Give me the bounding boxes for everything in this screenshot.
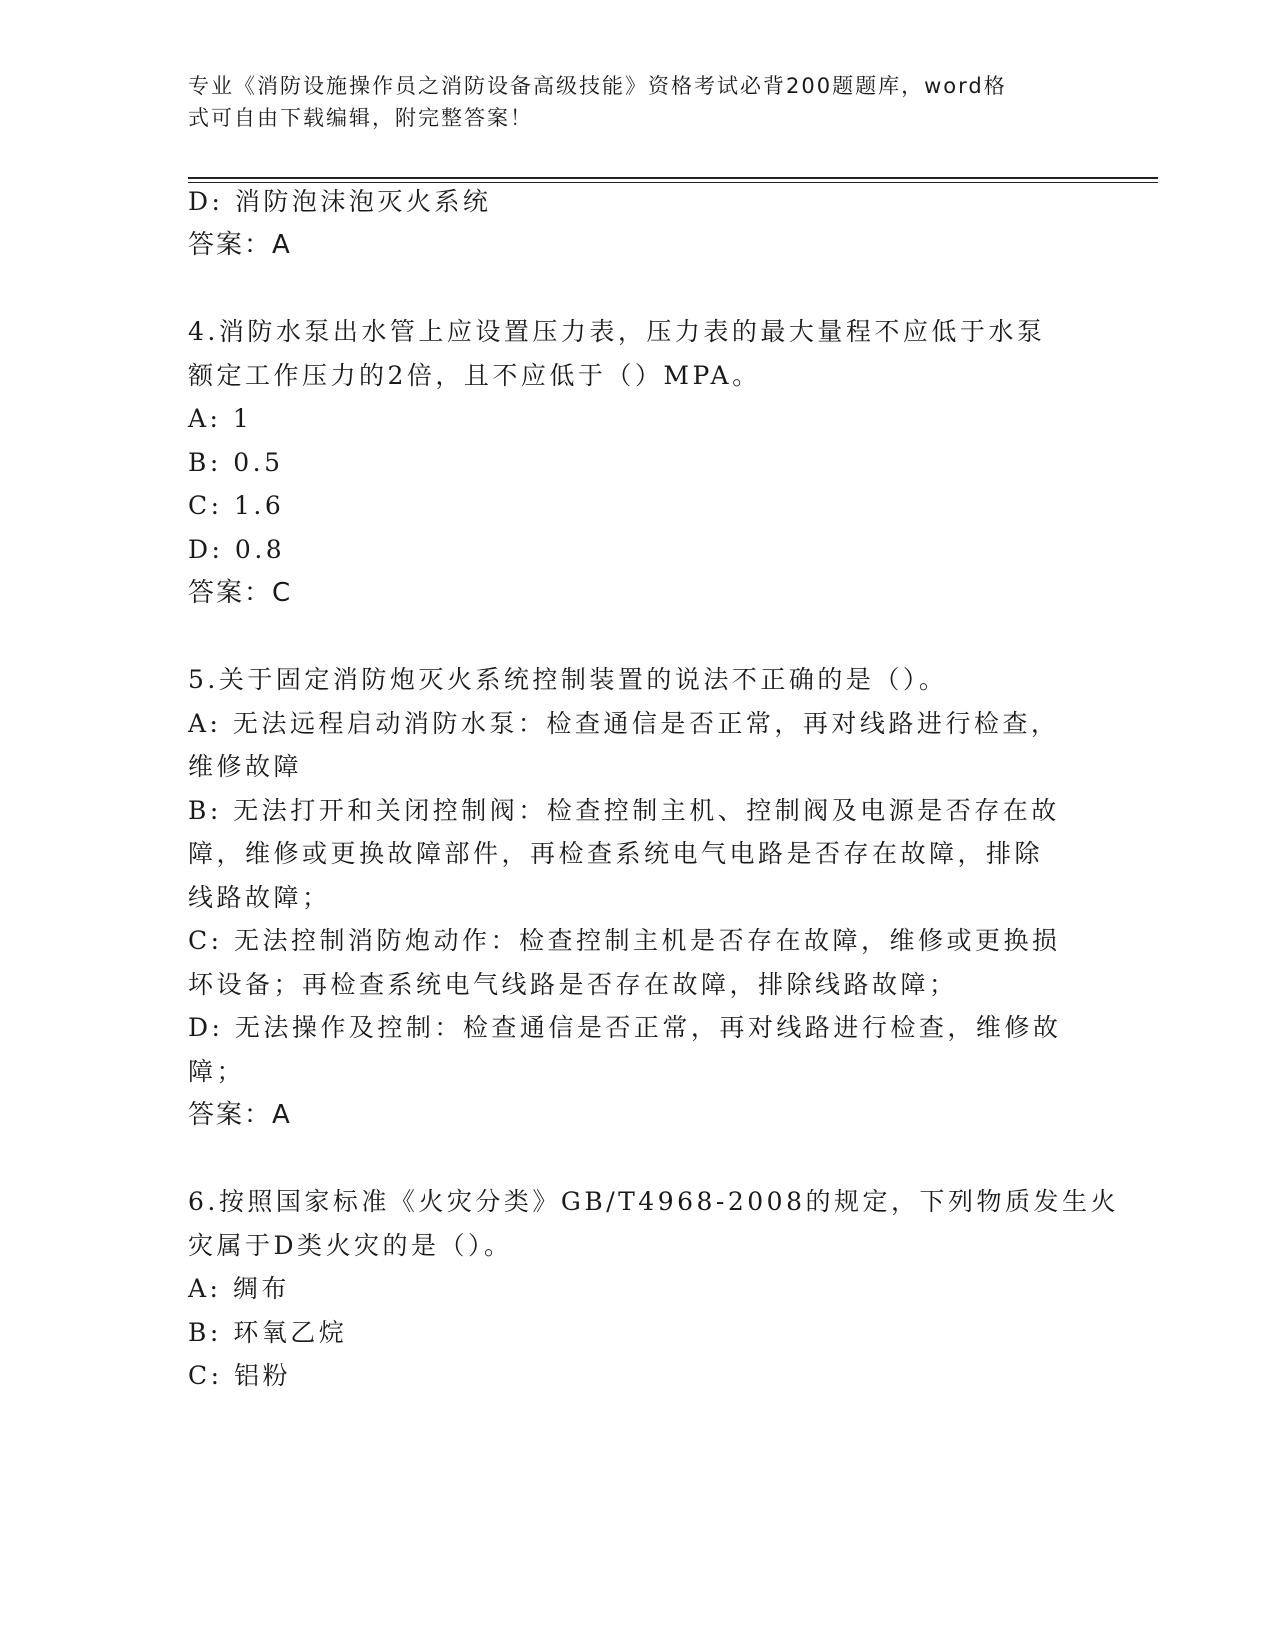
q5-option-d-line-2: 障； bbox=[188, 1057, 246, 1086]
q5-stem: 5.关于固定消防炮灭火系统控制装置的说法不正确的是（）。 bbox=[188, 665, 948, 694]
q5-option-b-line-1: B: 无法打开和关闭控制阀：检查控制主机、控制阀及电源是否存在故 bbox=[188, 796, 1060, 825]
q3-answer: 答案：A bbox=[188, 230, 292, 260]
q6-option-c: C: 铝粉 bbox=[188, 1361, 291, 1390]
q6-option-b: B: 环氧乙烷 bbox=[188, 1318, 348, 1347]
document-header bbox=[188, 70, 1068, 134]
q4-option-c: C: 1.6 bbox=[188, 491, 285, 520]
q4-stem-line-2: 额定工作压力的2倍，且不应低于（）MPA。 bbox=[188, 361, 761, 390]
q4-option-d: D: 0.8 bbox=[188, 535, 286, 564]
q4-option-a: A: 1 bbox=[188, 404, 253, 433]
q4-answer: 答案：C bbox=[188, 578, 293, 608]
q6-stem-line-2: 灾属于D类火灾的是（）。 bbox=[188, 1231, 513, 1260]
q5-option-b-line-3: 线路故障； bbox=[188, 883, 331, 912]
q5-option-c-line-2: 坏设备；再检查系统电气线路是否存在故障，排除线路故障； bbox=[188, 970, 958, 999]
header-divider-thin bbox=[188, 182, 1158, 183]
q3-option-d: D: 消防泡沫泡灭火系统 bbox=[188, 187, 492, 216]
q5-answer: 答案：A bbox=[188, 1100, 292, 1130]
q5-option-c-line-1: C: 无法控制消防炮动作：检查控制主机是否存在故障，维修或更换损 bbox=[188, 926, 1061, 955]
q5-option-b-line-2: 障，维修或更换故障部件，再检查系统电气电路是否存在故障，排除 bbox=[188, 839, 1044, 868]
q5-option-a-line-2: 维修故障 bbox=[188, 752, 303, 781]
header-divider-thick bbox=[188, 177, 1158, 179]
q4-stem-line-1: 4.消防水泵出水管上应设置压力表，压力表的最大量程不应低于水泵 bbox=[188, 317, 1046, 346]
header-line-2: 式可自由下载编辑，附完整答案！ bbox=[188, 106, 533, 130]
header-line-1: 专业《消防设施操作员之消防设备高级技能》资格考试必背200题题库，word格 bbox=[188, 74, 1007, 98]
q5-option-d-line-1: D: 无法操作及控制：检查通信是否正常，再对线路进行检查，维修故 bbox=[188, 1013, 1062, 1042]
q6-option-a: A: 绸布 bbox=[188, 1274, 290, 1303]
q4-option-b: B: 0.5 bbox=[188, 448, 284, 477]
q6-stem-line-1: 6.按照国家标准《火灾分类》GB/T4968-2008的规定，下列物质发生火 bbox=[188, 1187, 1119, 1216]
q5-option-a-line-1: A: 无法远程启动消防水泵：检查通信是否正常，再对线路进行检查， bbox=[188, 709, 1060, 738]
